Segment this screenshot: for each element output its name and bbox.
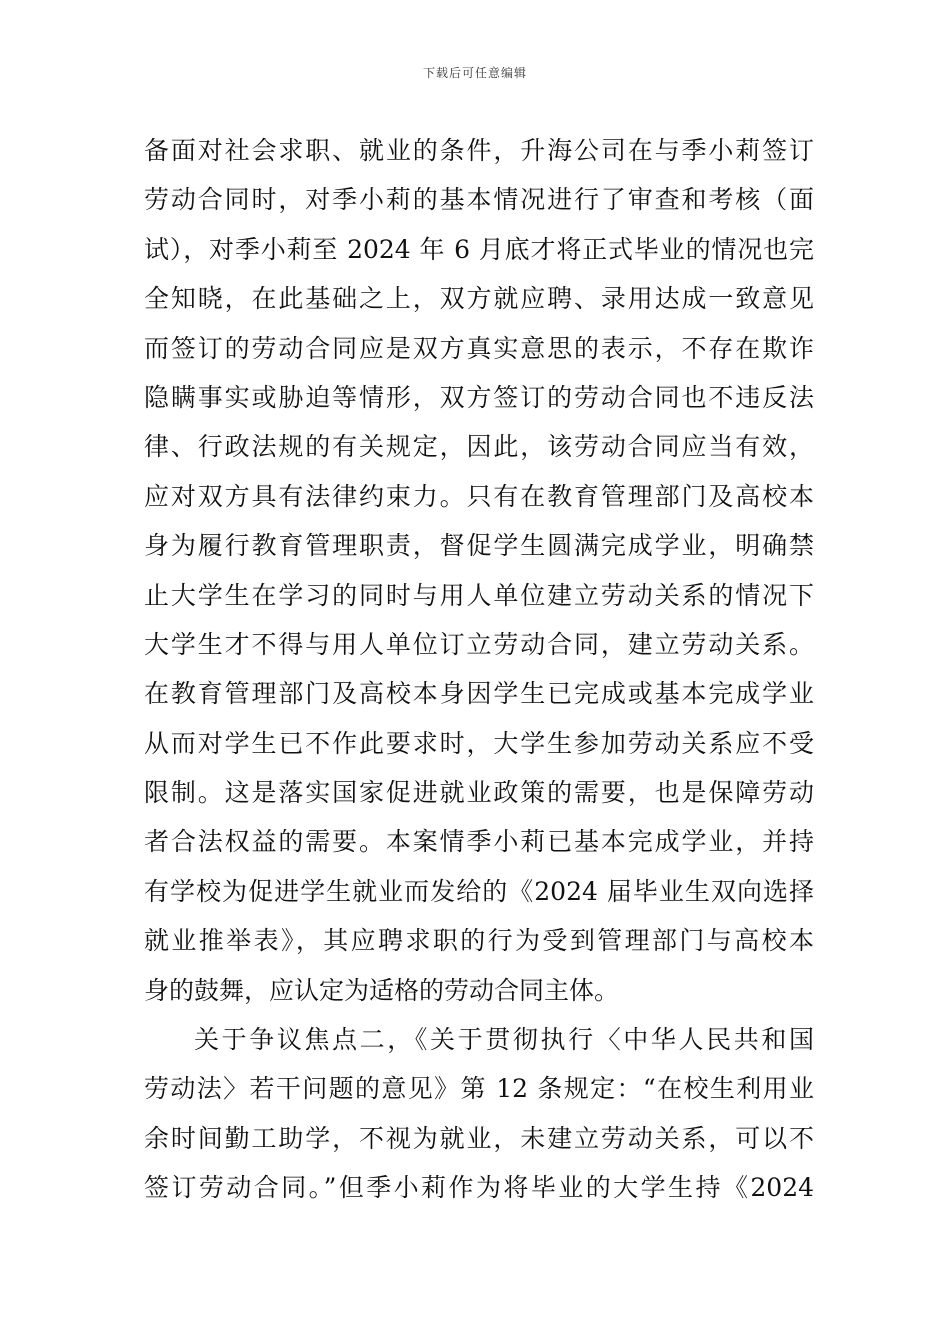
body-line: 有学校为促进学生就业而发给的《2024 届毕业生双向选择 <box>144 876 814 906</box>
page-header: 下载后可任意编辑 <box>422 66 527 80</box>
body-line: 身为履行教育管理职责，督促学生圆满完成学业，明确禁 <box>144 531 814 561</box>
body-line: 劳动法〉若干问题的意见》第 12 条规定：“在校生利用业 <box>144 1074 814 1104</box>
body-line: 试），对季小莉至 2024 年 6 月底才将正式毕业的情况也完 <box>144 234 814 264</box>
body-line: 全知晓，在此基础之上，双方就应聘、录用达成一致意见 <box>144 284 814 314</box>
body-line: 止大学生在学习的同时与用人单位建立劳动关系的情况下 <box>144 580 814 610</box>
body-line: 身的鼓舞，应认定为适格的劳动合同主体。 <box>144 975 620 1005</box>
body-line: 从而对学生已不作此要求时，大学生参加劳动关系应不受 <box>144 728 814 758</box>
body-line: 者合法权益的需要。本案情季小莉已基本完成学业，并持 <box>144 827 814 857</box>
body-line: 而签订的劳动合同应是双方真实意思的表示，不存在欺诈 <box>144 333 814 363</box>
body-line: 大学生才不得与用人单位订立劳动合同，建立劳动关系。 <box>144 629 814 659</box>
body-line: 隐瞒事实或胁迫等情形，双方签订的劳动合同也不违反法 <box>144 382 814 412</box>
body-line: 余时间勤工助学，不视为就业，未建立劳动关系，可以不 <box>144 1123 814 1153</box>
body-line: 在教育管理部门及高校本身因学生已完成或基本完成学业 <box>144 679 814 709</box>
body-line: 备面对社会求职、就业的条件，升海公司在与季小莉签订 <box>144 136 814 165</box>
body-line: 就业推举表》，其应聘求职的行为受到管理部门与高校本 <box>144 926 814 956</box>
body-line: 签订劳动合同。”但季小莉作为将毕业的大学生持《2024 <box>144 1173 814 1203</box>
body-line: 限制。这是落实国家促进就业政策的需要，也是保障劳动 <box>144 778 814 808</box>
body-line: 劳动合同时，对季小莉的基本情况进行了审查和考核（面 <box>144 185 814 215</box>
body-line: 应对双方具有法律约束力。只有在教育管理部门及高校本 <box>144 481 814 511</box>
body-line: 关于争议焦点二，《关于贯彻执行〈中华人民共和国 <box>194 1025 814 1055</box>
body-line: 律、行政法规的有关规定，因此，该劳动合同应当有效， <box>144 432 814 462</box>
document-body <box>144 126 814 1213</box>
